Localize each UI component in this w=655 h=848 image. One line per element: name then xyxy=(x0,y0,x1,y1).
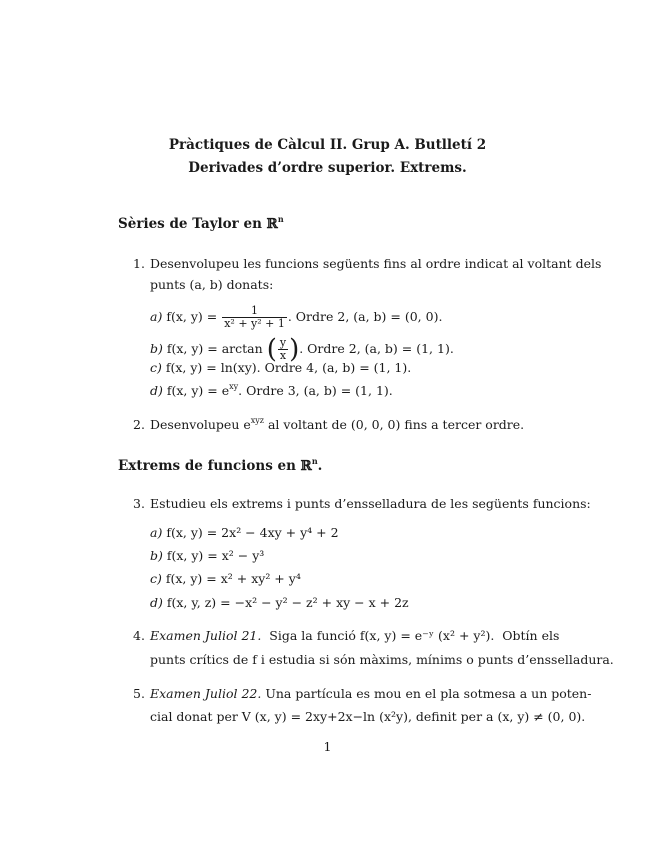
exercise-number: 1. xyxy=(133,256,145,271)
exercise-1-item-c: c) f(x, y) = ln(xy). Ordre 4, (a, b) = (1, 1). xyxy=(150,360,412,375)
fraction: $\frac{y}{x}$ xyxy=(279,336,287,362)
exercise-3-item-d: d) f(x, y, z) = −x² − y² − z² + xy − x + 2z xyxy=(150,595,409,610)
fraction: $\frac{1}{\text{x² + y² + 1}}$ xyxy=(224,304,285,330)
document-title: Pràctiques de Càlcul II. Grup A. Butlletí 2 xyxy=(168,137,487,153)
exercise-5-statement: Examen Juliol 22. Una partícula es mou en el pla sotmesa a un poten- xyxy=(150,686,592,701)
section-heading-taylor: Sèries de Taylor en ℝ$^n$ xyxy=(118,214,284,232)
exercise-1-item-d: d) f(x, $y) = e^{xy}$. Ordre 3, (a, b) = (1, 1). xyxy=(150,382,393,398)
exercise-3-item-b: b) f(x, y) = x² − y³ xyxy=(150,548,265,563)
exercise-number: 3. xyxy=(133,496,145,511)
exercise-1-statement-cont: punts (a, b) donats: xyxy=(150,277,274,292)
exercise-5-statement-cont: cial donat per V (x, y) = 2xy+2x−ln (x²y), definit per a (x, y) ≠ (0, 0). xyxy=(150,709,586,724)
exercise-number: 2. xyxy=(133,417,145,432)
page-number: 1 xyxy=(323,739,332,754)
exercise-number: 4. xyxy=(133,628,145,643)
document-subtitle: Derivades d’ordre superior. Extrems. xyxy=(188,160,467,176)
exercise-4-statement: Examen Juliol 21. Siga la funció f(x, y) = e⁻ʸ (x² + y²). Obtín els xyxy=(150,628,560,643)
section-heading-extrema: Extrems de funcions en ℝ$^n$. xyxy=(118,456,323,474)
exercise-1-item-a: a) f(x, y) = $\frac{1}{\text{x² + y² + 1}}$ . Ordre 2, (a, b) = (0, 0). xyxy=(150,304,443,330)
exercise-3-item-a: a) f(x, y) = 2x² − 4xy + y⁴ + 2 xyxy=(150,525,339,540)
exercise-3-item-c: c) f(x, y) = x² + xy² + y⁴ xyxy=(150,571,301,586)
exercise-1-item-b: b) f(x, y) = arctan ( $\frac{y}{x}$ ). Ordre 2, (a, b) = (1, 1). xyxy=(150,334,454,365)
exercise-2-statement: Desenvolupeu $e^{xyz}$ al voltant de (0, 0, 0) fins a tercer ordre. xyxy=(150,416,525,432)
exercise-1-statement: Desenvolupeu les funcions següents fins al ordre indicat al voltant dels xyxy=(150,256,602,271)
exercise-number: 5. xyxy=(133,686,145,701)
exercise-4-statement-cont: punts crítics de f i estudia si són màxims, mínims o punts d’ensselladura. xyxy=(150,652,614,667)
exercise-3-statement: Estudieu els extrems i punts d’ensselladura de les següents funcions: xyxy=(150,496,591,511)
